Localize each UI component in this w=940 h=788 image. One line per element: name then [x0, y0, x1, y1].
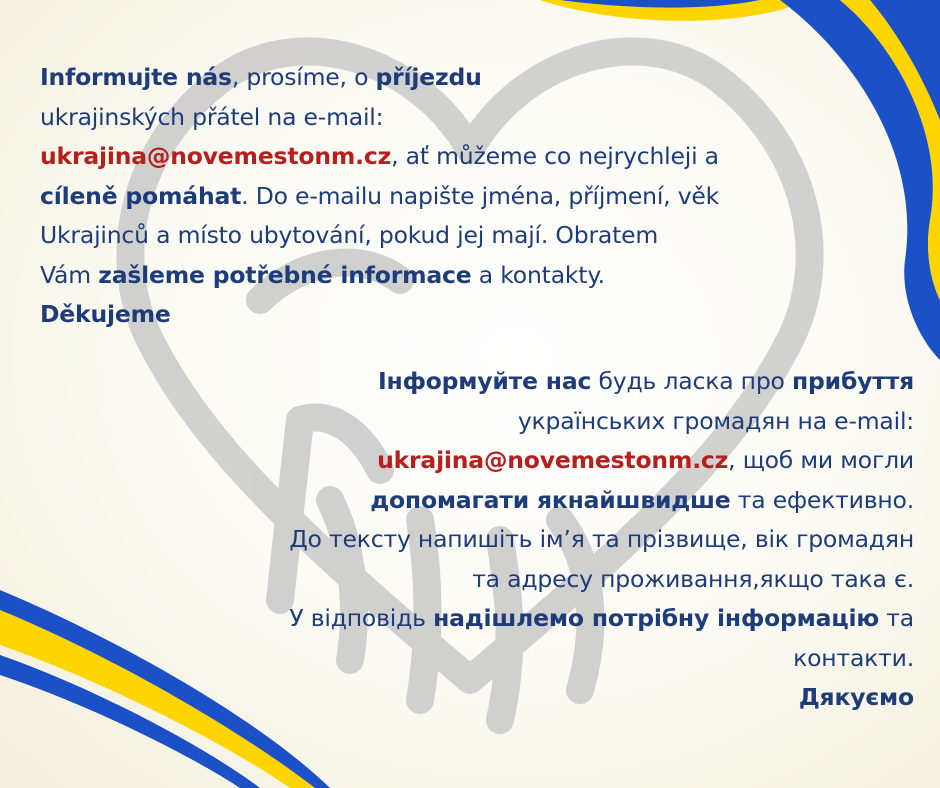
- ua-text: У відповідь: [289, 604, 434, 632]
- ua-line-1: [54, 362, 914, 402]
- ua-line-4: [54, 481, 914, 521]
- ua-text: будь ласка про: [591, 367, 793, 395]
- cz-bold: příjezdu: [375, 63, 482, 91]
- cz-thanks: Děkujeme: [40, 300, 171, 328]
- ua-line-5: [54, 520, 914, 560]
- ua-text: До тексту напишіть ім’я та прізвище, вік громадян: [289, 525, 914, 553]
- czech-message: [40, 58, 900, 335]
- cz-bold: Informujte nás: [40, 63, 232, 91]
- cz-line-5: [40, 216, 900, 256]
- ua-text: контакти.: [793, 643, 914, 672]
- cz-text: Vám: [40, 260, 99, 289]
- email-link-ua[interactable]: ukrajina@novemestonm.cz: [377, 446, 729, 474]
- ua-line-6: [54, 560, 914, 600]
- ua-line-2: [54, 402, 914, 442]
- cz-bold: zašleme potřebné informace: [98, 260, 472, 289]
- ua-thanks: Дякуємо: [798, 683, 914, 711]
- ua-bold: Інформуйте нас: [378, 367, 592, 395]
- ua-line-3: [54, 441, 914, 481]
- ua-bold: прибуття: [792, 367, 914, 395]
- ua-text: , щоб ми могли: [728, 446, 914, 474]
- ua-bold: надішлемо потрібну інформацію: [433, 604, 880, 632]
- cz-text: , prosíme, o: [231, 63, 376, 91]
- ua-line-9: [54, 678, 914, 718]
- ua-bold: допомагати якнайшвидше: [370, 485, 731, 514]
- email-link-cz[interactable]: ukrajina@novemestonm.cz: [40, 142, 392, 170]
- cz-line-6: [40, 256, 900, 296]
- ua-line-7: [54, 599, 914, 639]
- cz-text: ukrajinských přátel na e-mail:: [40, 102, 384, 131]
- ua-text: та адресу проживання,якщо така є.: [472, 564, 914, 593]
- cz-text: , ať můžeme co nejrychleji a: [391, 142, 719, 170]
- cz-line-4: [40, 177, 900, 217]
- cz-line-2: [40, 98, 900, 138]
- cz-bold: cíleně pomáhat: [40, 181, 242, 210]
- cz-line-1: [40, 58, 900, 98]
- ua-text: та ефективно.: [730, 485, 914, 514]
- cz-text: Ukrajinců a místo ubytování, pokud jej mají. Obratem: [40, 221, 659, 249]
- ukrainian-message: [54, 362, 914, 718]
- cz-line-7: [40, 295, 900, 335]
- ua-text: українських громадян на e-mail:: [517, 406, 914, 435]
- cz-text: a kontakty.: [471, 260, 605, 289]
- cz-text: . Do e-mailu napište jména, příjmení, věk: [241, 181, 720, 210]
- cz-line-3: [40, 137, 900, 177]
- ua-text: та: [879, 604, 914, 632]
- ua-line-8: [54, 639, 914, 679]
